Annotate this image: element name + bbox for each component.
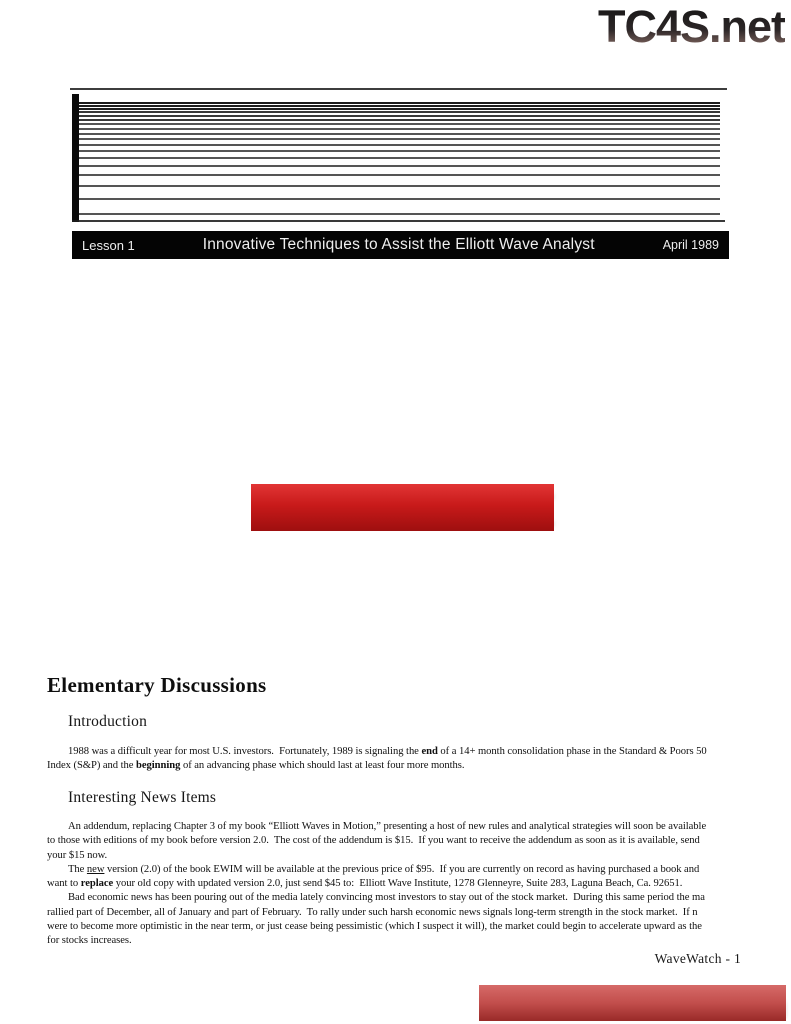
text-line: were to become more optimistic in the near term, or just cease being pessimistic (which I suspect it will), the market could begin to accelerate upward as the	[47, 921, 702, 933]
text-line: An addendum, replacing Chapter 3 of my book “Elliott Waves in Motion,” presenting a host of new rules and analytical strategies will soon be available	[68, 821, 707, 832]
text-line: to those with editions of my book before version 2.0. The cost of the addendum is $15. If you want to receive the addendum as soon as it is available, send	[47, 835, 700, 847]
section-heading-introduction: Introduction	[68, 713, 148, 730]
fade-lines-decoration	[70, 85, 730, 225]
page-footer-label: WaveWatch - 1	[654, 951, 741, 966]
article-heading: Elementary Discussions	[47, 673, 267, 697]
tc4s-watermark-logo: TC4S.net	[597, 1, 785, 52]
text-line: Bad economic news has been pouring out of the media lately convincing most investors to stay out of the stock market. During this same period the ma	[68, 892, 705, 904]
lesson-number-label: Lesson 1	[82, 237, 135, 253]
issue-date-label: April 1989	[662, 238, 719, 252]
dlsub-watermark	[251, 484, 554, 532]
text-line: want to replace your old copy with updated version 2.0, just send $45 to: Elliott Wave Institute, 1278 Glenneyre, Suite 283, Laguna Beach, Ca. 92651.	[47, 878, 683, 890]
text-line: The new version (2.0) of the book EWIM will be available at the previous price of $95. If you are currently on record as having purchased a book and	[68, 863, 700, 875]
dlsub-watermark-text	[251, 484, 554, 531]
paragraphs-news-items	[47, 820, 791, 949]
tradersxtreme-watermark-text	[479, 985, 786, 1021]
text-line: for stocks increases.	[47, 935, 132, 947]
text-line: your $15 now.	[47, 849, 108, 861]
fade-lines-graphic	[70, 85, 730, 225]
text-line: Index (S&P) and the beginning of an advancing phase which should last at least four more months.	[47, 760, 465, 772]
tradersxtreme-watermark	[479, 984, 786, 1022]
lesson-title: Innovative Techniques to Assist the Elliott Wave Analyst	[202, 236, 595, 253]
text-line: 1988 was a difficult year for most U.S. investors. Fortunately, 1989 is signaling the end of a 14+ month consolidation phase in the Standard & Poors 50	[68, 746, 707, 757]
lesson-header-bar	[72, 231, 729, 259]
section-heading-news-items: Interesting News Items	[68, 789, 217, 806]
paragraph-introduction	[47, 745, 791, 774]
text-line: rallied part of December, all of January and part of February. To rally under such harsh economic news signals long-term strength in the stock market. If n	[47, 906, 698, 918]
